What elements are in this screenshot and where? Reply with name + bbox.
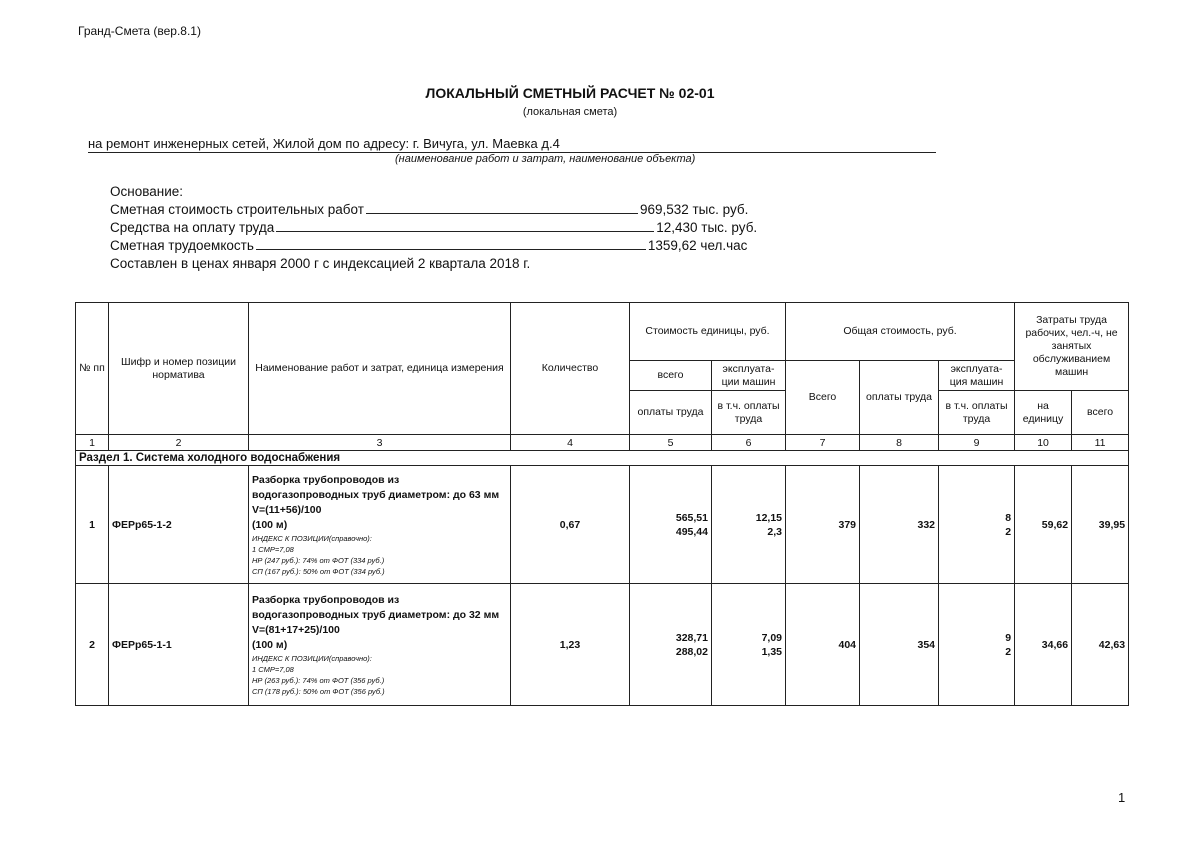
row-unit-machines-labor: 1,35 — [761, 645, 783, 658]
prices-note: Составлен в ценах января 2000 г с индексацией 2 квартала 2018 г. — [110, 256, 531, 271]
basis-label: Сметная стоимость строительных работ — [110, 202, 364, 217]
row-workers-total: 39,95 — [1072, 466, 1129, 584]
row-name-cell — [249, 466, 511, 584]
table-row — [76, 466, 1129, 584]
basis-value: 969,532 тыс. руб. — [639, 202, 749, 217]
row-note: СП (178 руб.): 50% от ФОТ (356 руб.) — [252, 686, 385, 696]
row-total-machines-labor: 2 — [1005, 525, 1012, 538]
row-note: НР (263 руб.): 74% от ФОТ (356 руб.) — [252, 675, 385, 685]
header-workers-total: всего — [1072, 391, 1129, 435]
basis-row-labor — [110, 219, 757, 237]
object-description: на ремонт инженерных сетей, Жилой дом по адресу: г. Вичуга, ул. Маевка д.4 — [88, 136, 936, 153]
fill-line — [276, 219, 654, 232]
row-workers-unit: 59,62 — [1015, 466, 1072, 584]
row-name-cell — [249, 584, 511, 706]
row-total-labor: 354 — [860, 584, 939, 706]
row-unit-total: 328,71 — [675, 631, 708, 644]
estimate-table — [75, 302, 1129, 706]
row-total-machines: 8 — [1005, 511, 1012, 524]
row-unit-machines: 12,15 — [755, 511, 783, 524]
row-unit: (100 м) — [252, 518, 288, 531]
column-number: 1 — [76, 435, 109, 451]
app-version-label: Гранд-Смета (вер.8.1) — [78, 24, 201, 38]
column-number: 2 — [109, 435, 249, 451]
header-total-machines-labor: в т.ч. оплаты труда — [939, 391, 1015, 435]
row-qty: 1,23 — [511, 584, 630, 706]
row-unit-cost-cell — [630, 466, 712, 584]
basis-value: 12,430 тыс. руб. — [656, 220, 758, 235]
fill-line — [366, 201, 638, 214]
column-number: 6 — [712, 435, 786, 451]
header-unit-cost: Стоимость единицы, руб. — [630, 303, 786, 361]
header-qty: Количество — [511, 303, 630, 435]
header-num: № пп — [76, 303, 109, 435]
row-formula: V=(81+17+25)/100 — [252, 623, 340, 636]
row-name: Разборка трубопроводов из водогазопроводных труб диаметром: до 32 мм — [252, 593, 500, 621]
row-code: ФЕРр65-1-2 — [109, 466, 249, 584]
header-total-all: Всего — [786, 361, 860, 435]
header-workers-unit: на единицу — [1015, 391, 1072, 435]
column-number: 4 — [511, 435, 630, 451]
row-code: ФЕРр65-1-1 — [109, 584, 249, 706]
row-note: ИНДЕКС К ПОЗИЦИИ(справочно): — [252, 653, 372, 663]
row-unit-machines: 7,09 — [761, 631, 783, 644]
basis-label: Сметная трудоемкость — [110, 238, 254, 253]
object-caption: (наименование работ и затрат, наименование объекта) — [395, 153, 696, 165]
header-unit-total: всего — [630, 361, 712, 391]
header-name: Наименование работ и затрат, единица измерения — [249, 303, 511, 435]
row-qty: 0,67 — [511, 466, 630, 584]
row-formula: V=(11+56)/100 — [252, 503, 322, 516]
row-unit-total: 565,51 — [675, 511, 708, 524]
document-title: ЛОКАЛЬНЫЙ СМЕТНЫЙ РАСЧЕТ № 02-01 — [425, 85, 715, 101]
row-total-machines-cell — [939, 584, 1015, 706]
column-number: 7 — [786, 435, 860, 451]
basis-block — [110, 183, 757, 273]
row-note: 1 СМР=7,08 — [252, 544, 294, 554]
row-unit-machines-cell — [712, 466, 786, 584]
column-number: 10 — [1015, 435, 1072, 451]
section-title: Раздел 1. Система холодного водоснабжения — [76, 451, 1129, 466]
header-total-cost: Общая стоимость, руб. — [786, 303, 1015, 361]
basis-label: Средства на оплату труда — [110, 220, 275, 235]
row-total-all: 404 — [786, 584, 860, 706]
row-num: 1 — [76, 466, 109, 584]
fill-line — [256, 237, 646, 250]
basis-row-cost — [110, 201, 757, 219]
column-number: 3 — [249, 435, 511, 451]
row-unit-labor: 288,02 — [675, 645, 708, 658]
column-number: 11 — [1072, 435, 1129, 451]
page-number: 1 — [1118, 790, 1126, 805]
basis-value: 1359,62 чел.час — [647, 238, 748, 253]
row-unit-labor: 495,44 — [675, 525, 708, 538]
row-note: СП (167 руб.): 50% от ФОТ (334 руб.) — [252, 566, 385, 576]
column-number: 9 — [939, 435, 1015, 451]
document-subtitle: (локальная смета) — [522, 106, 618, 118]
row-note: ИНДЕКС К ПОЗИЦИИ(справочно): — [252, 533, 372, 543]
row-note: НР (247 руб.): 74% от ФОТ (334 руб.) — [252, 555, 385, 565]
row-total-machines-labor: 2 — [1005, 645, 1012, 658]
basis-row-workload — [110, 237, 757, 255]
row-unit-machines-labor: 2,3 — [767, 525, 783, 538]
column-number-row — [76, 435, 1129, 451]
row-note: 1 СМР=7,08 — [252, 664, 294, 674]
header-unit-machines: эксплуата-ции машин — [712, 361, 786, 391]
table-row — [76, 584, 1129, 706]
row-workers-unit: 34,66 — [1015, 584, 1072, 706]
row-total-machines-cell — [939, 466, 1015, 584]
header-unit-machines-labor: в т.ч. оплаты труда — [712, 391, 786, 435]
header-workers: Затраты труда рабочих, чел.-ч, не занятых обслуживанием машин — [1015, 303, 1129, 391]
header-unit-labor: оплаты труда — [630, 391, 712, 435]
row-num: 2 — [76, 584, 109, 706]
column-number: 8 — [860, 435, 939, 451]
row-unit-machines-cell — [712, 584, 786, 706]
header-total-labor: оплаты труда — [860, 361, 939, 435]
row-workers-total: 42,63 — [1072, 584, 1129, 706]
row-unit: (100 м) — [252, 638, 288, 651]
row-name: Разборка трубопроводов из водогазопроводных труб диаметром: до 63 мм — [252, 473, 500, 501]
column-number: 5 — [630, 435, 712, 451]
row-total-all: 379 — [786, 466, 860, 584]
row-total-machines: 9 — [1005, 631, 1012, 644]
section-row — [76, 451, 1129, 466]
row-unit-cost-cell — [630, 584, 712, 706]
basis-heading: Основание: — [110, 184, 183, 199]
header-total-machines: эксплуата-ция машин — [939, 361, 1015, 391]
header-code: Шифр и номер позиции норматива — [109, 303, 249, 435]
row-total-labor: 332 — [860, 466, 939, 584]
